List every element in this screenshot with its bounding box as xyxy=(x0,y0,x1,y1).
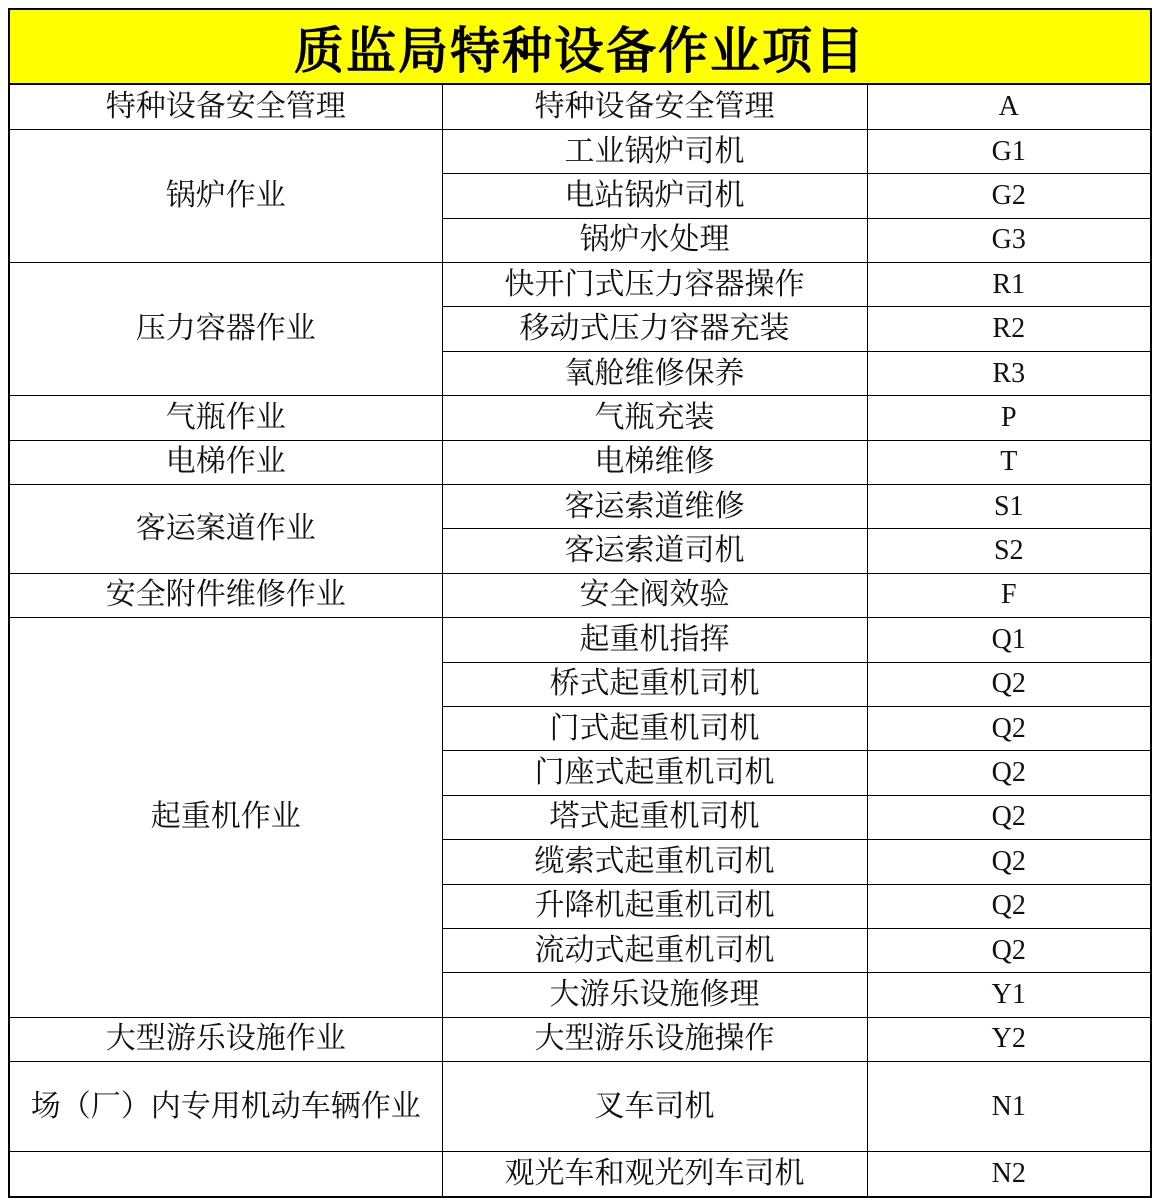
item-cell: 快开门式压力容器操作 xyxy=(442,263,867,307)
category-cell: 电梯作业 xyxy=(10,440,442,484)
item-cell: 锅炉水处理 xyxy=(442,218,867,262)
category-cell: 气瓶作业 xyxy=(10,396,442,440)
item-cell: 叉车司机 xyxy=(442,1062,867,1152)
code-cell: Q1 xyxy=(867,618,1150,662)
code-cell: R1 xyxy=(867,263,1150,307)
code-cell: Q2 xyxy=(867,928,1150,972)
code-cell: G3 xyxy=(867,218,1150,262)
item-cell: 升降机起重机司机 xyxy=(442,884,867,928)
item-cell: 客运索道司机 xyxy=(442,529,867,573)
item-cell: 缆索式起重机司机 xyxy=(442,840,867,884)
code-cell: F xyxy=(867,573,1150,617)
table-row xyxy=(10,485,1150,529)
table-row xyxy=(10,440,1150,484)
table-row xyxy=(10,263,1150,307)
table-row xyxy=(10,85,1150,129)
item-cell: 门式起重机司机 xyxy=(442,706,867,750)
category-cell: 安全附件维修作业 xyxy=(10,573,442,617)
item-cell: 门座式起重机司机 xyxy=(442,751,867,795)
table-row xyxy=(10,1062,1150,1152)
spreadsheet-table xyxy=(8,8,1152,1198)
item-cell: 特种设备安全管理 xyxy=(442,85,867,129)
category-cell: 锅炉作业 xyxy=(10,129,442,262)
code-cell: Y2 xyxy=(867,1017,1150,1061)
table-row xyxy=(10,129,1150,173)
code-cell: G1 xyxy=(867,129,1150,173)
item-cell: 塔式起重机司机 xyxy=(442,795,867,839)
code-cell: R3 xyxy=(867,351,1150,395)
table-row xyxy=(10,618,1150,662)
code-cell: Q2 xyxy=(867,884,1150,928)
item-cell: 桥式起重机司机 xyxy=(442,662,867,706)
item-cell: 客运索道维修 xyxy=(442,485,867,529)
code-cell: Q2 xyxy=(867,840,1150,884)
item-cell: 观光车和观光列车司机 xyxy=(442,1152,867,1196)
code-cell: S1 xyxy=(867,485,1150,529)
item-cell: 大游乐设施修理 xyxy=(442,973,867,1017)
table-row xyxy=(10,1017,1150,1061)
code-cell: A xyxy=(867,85,1150,129)
category-cell: 场（厂）内专用机动车辆作业 xyxy=(10,1062,442,1152)
code-cell: N1 xyxy=(867,1062,1150,1152)
category-cell: 大型游乐设施作业 xyxy=(10,1017,442,1061)
operations-table xyxy=(10,85,1150,1196)
code-cell: P xyxy=(867,396,1150,440)
item-cell: 氧舱维修保养 xyxy=(442,351,867,395)
item-cell: 流动式起重机司机 xyxy=(442,928,867,972)
item-cell: 大型游乐设施操作 xyxy=(442,1017,867,1061)
item-cell: 电站锅炉司机 xyxy=(442,174,867,218)
code-cell: S2 xyxy=(867,529,1150,573)
code-cell: Q2 xyxy=(867,662,1150,706)
category-cell: 客运案道作业 xyxy=(10,485,442,574)
code-cell: N2 xyxy=(867,1152,1150,1196)
item-cell: 移动式压力容器充装 xyxy=(442,307,867,351)
code-cell: Q2 xyxy=(867,751,1150,795)
item-cell: 安全阀效验 xyxy=(442,573,867,617)
title-bar xyxy=(10,10,1150,85)
table-row xyxy=(10,1152,1150,1196)
table-row xyxy=(10,396,1150,440)
code-cell: Q2 xyxy=(867,706,1150,750)
code-cell: Q2 xyxy=(867,795,1150,839)
item-cell: 电梯维修 xyxy=(442,440,867,484)
category-cell: 特种设备安全管理 xyxy=(10,85,442,129)
code-cell: G2 xyxy=(867,174,1150,218)
category-cell: 起重机作业 xyxy=(10,618,442,1018)
item-cell: 起重机指挥 xyxy=(442,618,867,662)
page-title: 质监局特种设备作业项目 xyxy=(294,21,866,80)
category-cell xyxy=(10,1152,442,1196)
category-cell: 压力容器作业 xyxy=(10,263,442,396)
item-cell: 工业锅炉司机 xyxy=(442,129,867,173)
code-cell: Y1 xyxy=(867,973,1150,1017)
code-cell: R2 xyxy=(867,307,1150,351)
item-cell: 气瓶充装 xyxy=(442,396,867,440)
table-row xyxy=(10,573,1150,617)
code-cell: T xyxy=(867,440,1150,484)
